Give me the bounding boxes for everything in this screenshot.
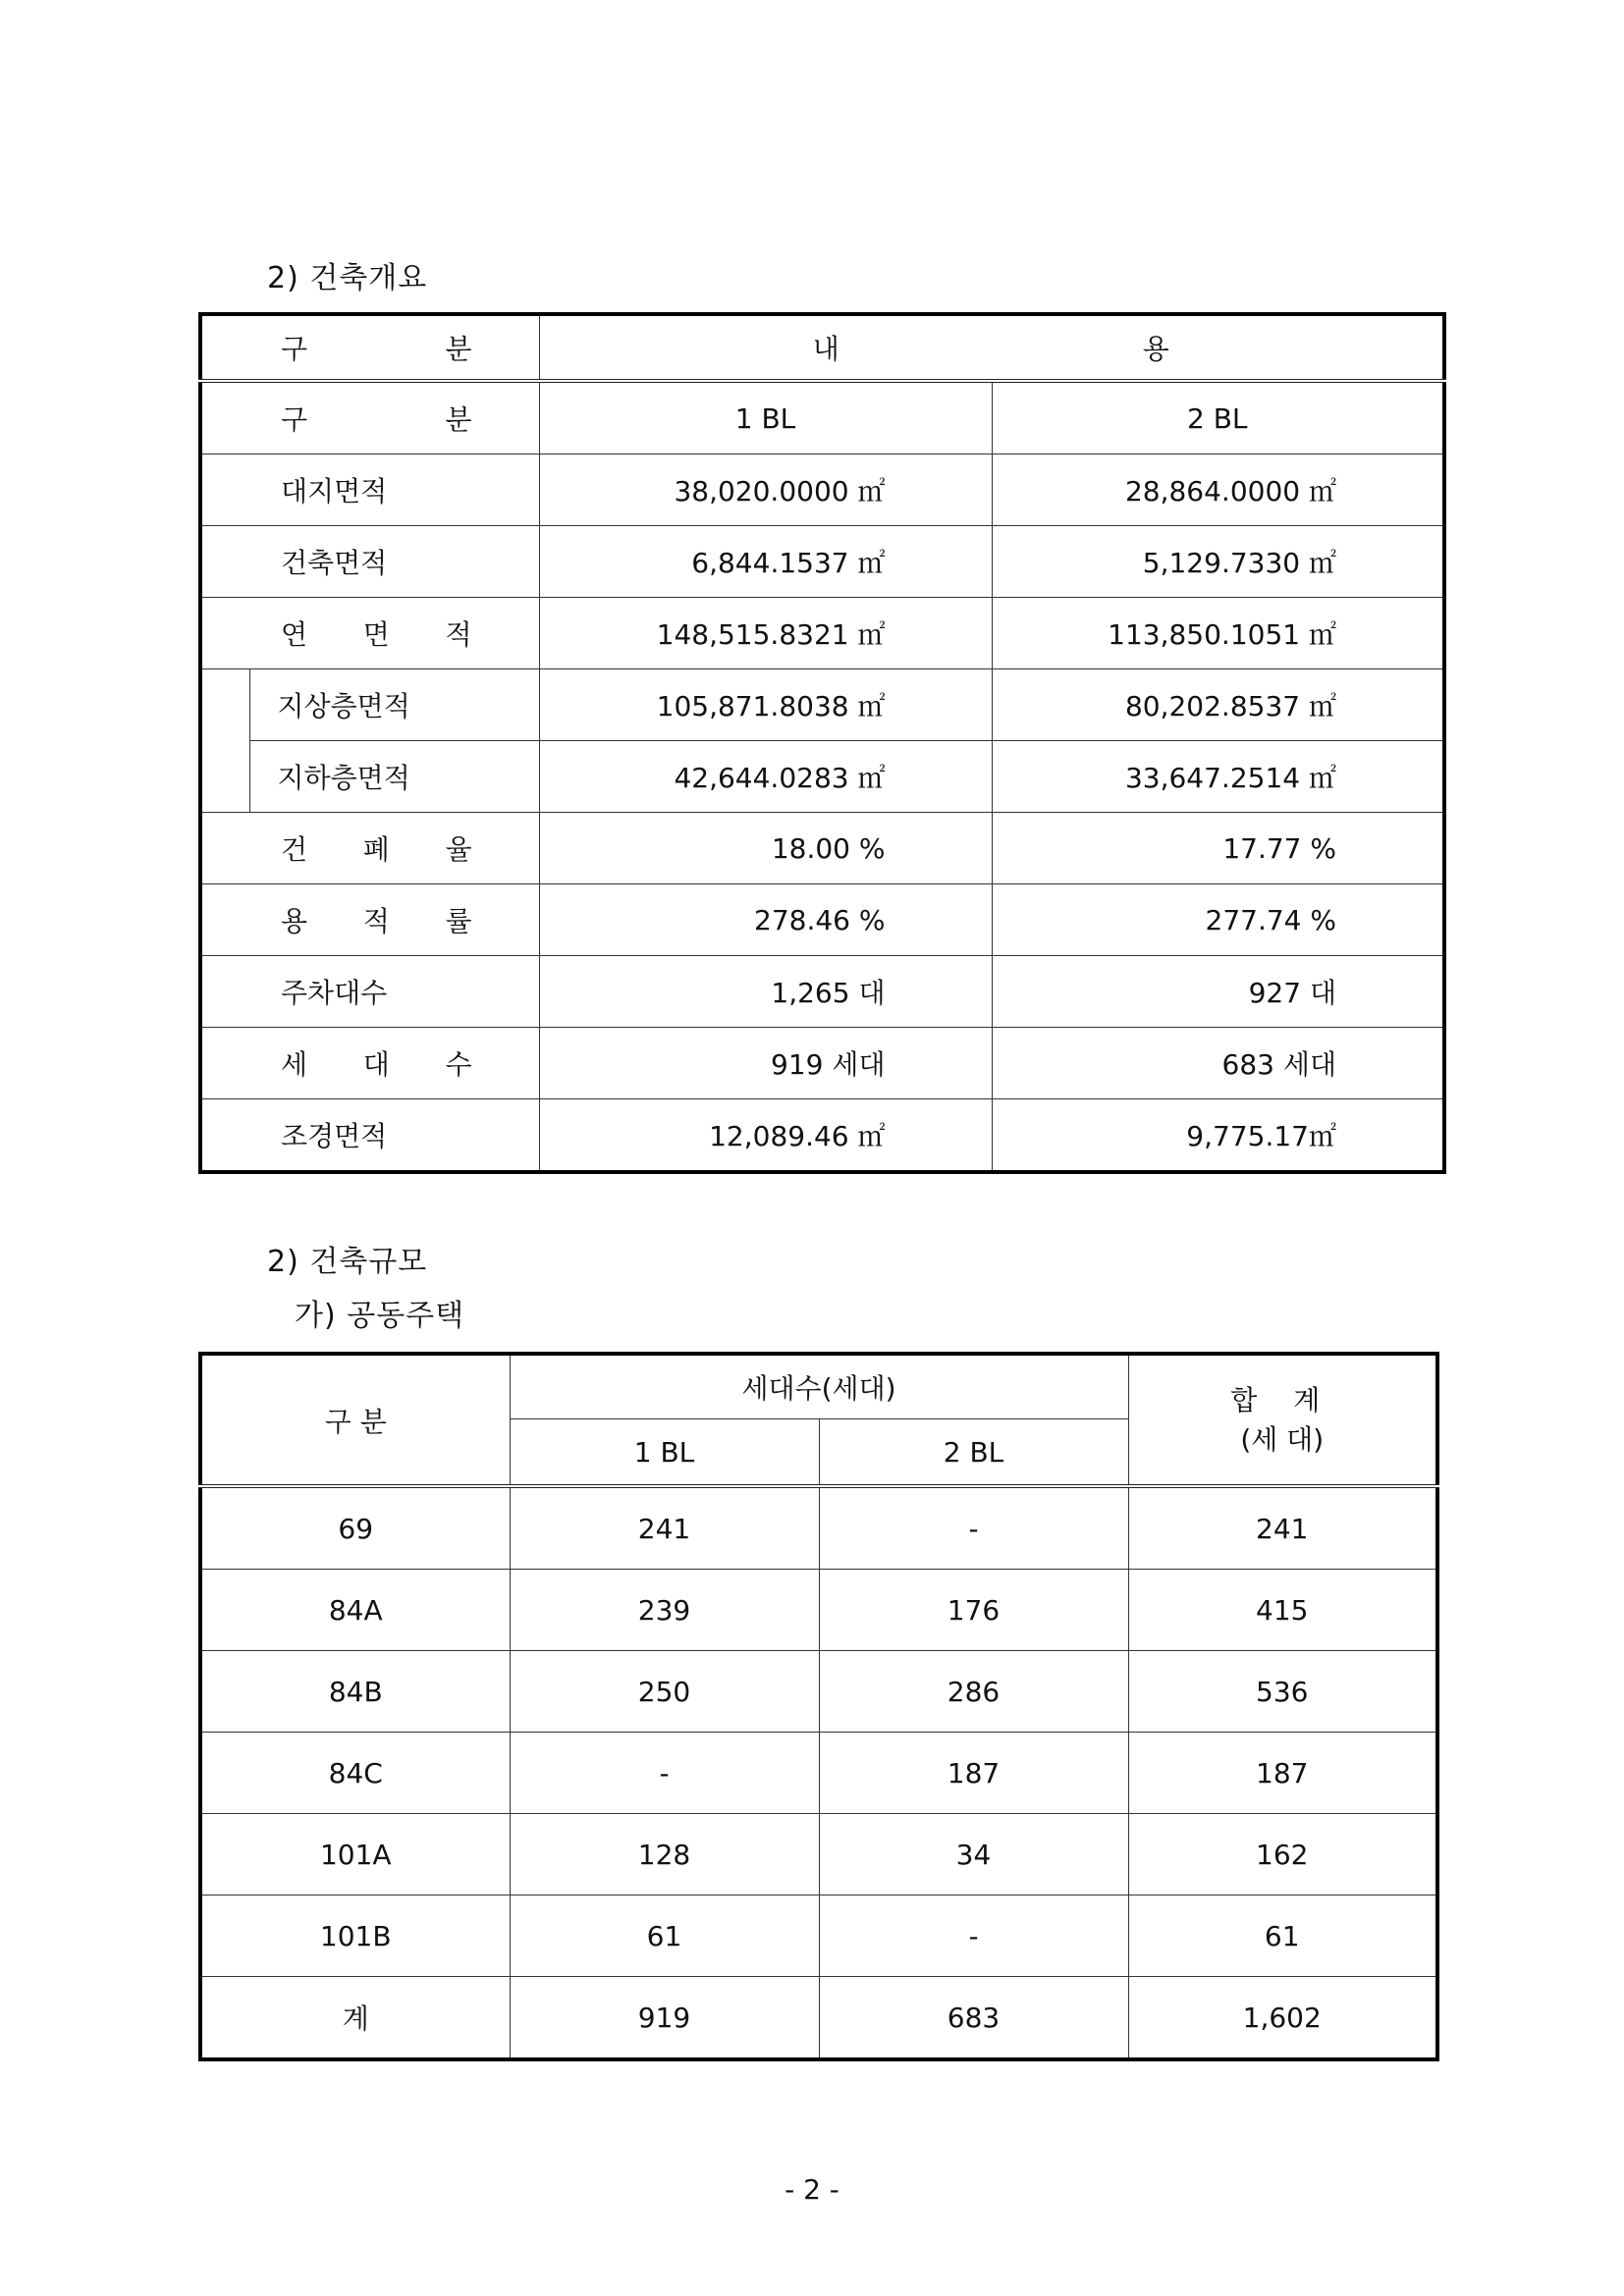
table-row (200, 598, 1444, 669)
row-value-2bl: 113,850.1051 ㎡ (992, 598, 1444, 669)
cell-2bl: 176 (819, 1570, 1128, 1651)
table-row (200, 1570, 1437, 1651)
row-label: 용 적 률 (200, 884, 539, 956)
row-label: 지상층면적 (249, 669, 539, 741)
subheader-2bl: 2 BL (992, 381, 1444, 454)
indent-spacer (200, 669, 249, 741)
row-value-1bl: 42,644.0283 ㎡ (539, 741, 992, 813)
row-label: 연 면 적 (200, 598, 539, 669)
row-value-2bl: 5,129.7330 ㎡ (992, 526, 1444, 598)
row-label: 지하층면적 (249, 741, 539, 813)
section-title-overview: 2) 건축개요 (267, 261, 428, 295)
table-row (200, 884, 1444, 956)
cell-type: 101A (200, 1814, 510, 1896)
cell-1bl: - (510, 1733, 819, 1814)
cell-2bl: 187 (819, 1733, 1128, 1814)
cell-type: 84B (200, 1651, 510, 1733)
row-value-2bl: 33,647.2514 ㎡ (992, 741, 1444, 813)
table-row (200, 1028, 1444, 1099)
indent-spacer (200, 741, 249, 813)
cell-type: 84C (200, 1733, 510, 1814)
cell-2bl: 683 (819, 1977, 1128, 2060)
page-number: - 2 - (785, 2173, 839, 2206)
cell-1bl: 128 (510, 1814, 819, 1896)
row-value-2bl: 17.77 % (992, 813, 1444, 884)
cell-2bl: 286 (819, 1651, 1128, 1733)
header-gubun: 구 분 (200, 1354, 510, 1486)
table-header-row (200, 314, 1444, 381)
row-value-1bl: 12,089.46 ㎡ (539, 1099, 992, 1173)
cell-2bl: 34 (819, 1814, 1128, 1896)
section-subtitle-housing: 가) 공동주택 (295, 1299, 465, 1333)
header-sum-line2: (세 대) (1240, 1422, 1325, 1456)
row-value-2bl: 277.74 % (992, 884, 1444, 956)
row-value-2bl: 683 세대 (992, 1028, 1444, 1099)
table-row (200, 741, 1444, 813)
cell-1bl: 61 (510, 1896, 819, 1977)
cell-sum: 162 (1128, 1814, 1437, 1896)
cell-2bl: - (819, 1896, 1128, 1977)
row-label: 세 대 수 (200, 1028, 539, 1099)
housing-scale-table (198, 1352, 1439, 2061)
cell-1bl: 239 (510, 1570, 819, 1651)
table-total-row (200, 1977, 1437, 2060)
cell-type: 84A (200, 1570, 510, 1651)
subheader-1bl: 1 BL (510, 1419, 819, 1487)
row-value-1bl: 278.46 % (539, 884, 992, 956)
row-value-1bl: 6,844.1537 ㎡ (539, 526, 992, 598)
row-value-1bl: 18.00 % (539, 813, 992, 884)
row-value-1bl: 919 세대 (539, 1028, 992, 1099)
row-value-2bl: 9,775.17㎡ (992, 1099, 1444, 1173)
table-row (200, 1733, 1437, 1814)
header-sum (1128, 1354, 1437, 1486)
row-label: 주차대수 (200, 956, 539, 1028)
table-row (200, 956, 1444, 1028)
cell-sum: 187 (1128, 1733, 1437, 1814)
row-label: 조경면적 (200, 1099, 539, 1173)
row-value-1bl: 148,515.8321 ㎡ (539, 598, 992, 669)
cell-sum: 415 (1128, 1570, 1437, 1651)
table-row (200, 1896, 1437, 1977)
cell-1bl: 250 (510, 1651, 819, 1733)
cell-sum: 1,602 (1128, 1977, 1437, 2060)
row-value-1bl: 1,265 대 (539, 956, 992, 1028)
row-value-2bl: 28,864.0000 ㎡ (992, 454, 1444, 526)
cell-sum: 536 (1128, 1651, 1437, 1733)
row-label: 건축면적 (200, 526, 539, 598)
row-label: 대지면적 (200, 454, 539, 526)
header-sum-line1: 합 계 (1230, 1383, 1334, 1416)
header-gubun: 구 분 (200, 314, 539, 381)
table-row (200, 1486, 1437, 1570)
cell-sum: 61 (1128, 1896, 1437, 1977)
table-row (200, 813, 1444, 884)
section-title-scale: 2) 건축규모 (267, 1245, 428, 1279)
subheader-1bl: 1 BL (539, 381, 992, 454)
cell-1bl: 919 (510, 1977, 819, 2060)
cell-sum: 241 (1128, 1486, 1437, 1570)
cell-2bl: - (819, 1486, 1128, 1570)
table-row (200, 1651, 1437, 1733)
building-overview-table (198, 312, 1446, 1174)
cell-type: 101B (200, 1896, 510, 1977)
row-value-2bl: 927 대 (992, 956, 1444, 1028)
table-subheader-row (200, 381, 1444, 454)
row-value-1bl: 105,871.8038 ㎡ (539, 669, 992, 741)
subheader-gubun: 구 분 (200, 381, 539, 454)
cell-1bl: 241 (510, 1486, 819, 1570)
row-value-1bl: 38,020.0000 ㎡ (539, 454, 992, 526)
header-content: 내 용 (539, 314, 1444, 381)
header-households: 세대수(세대) (510, 1354, 1128, 1419)
cell-type: 69 (200, 1486, 510, 1570)
row-label: 건 폐 율 (200, 813, 539, 884)
subheader-2bl: 2 BL (819, 1419, 1128, 1487)
table-row (200, 669, 1444, 741)
table-row (200, 526, 1444, 598)
table-row (200, 1814, 1437, 1896)
table-row (200, 454, 1444, 526)
cell-type: 계 (200, 1977, 510, 2060)
table-row (200, 1099, 1444, 1173)
table-header-row (200, 1354, 1437, 1419)
row-value-2bl: 80,202.8537 ㎡ (992, 669, 1444, 741)
